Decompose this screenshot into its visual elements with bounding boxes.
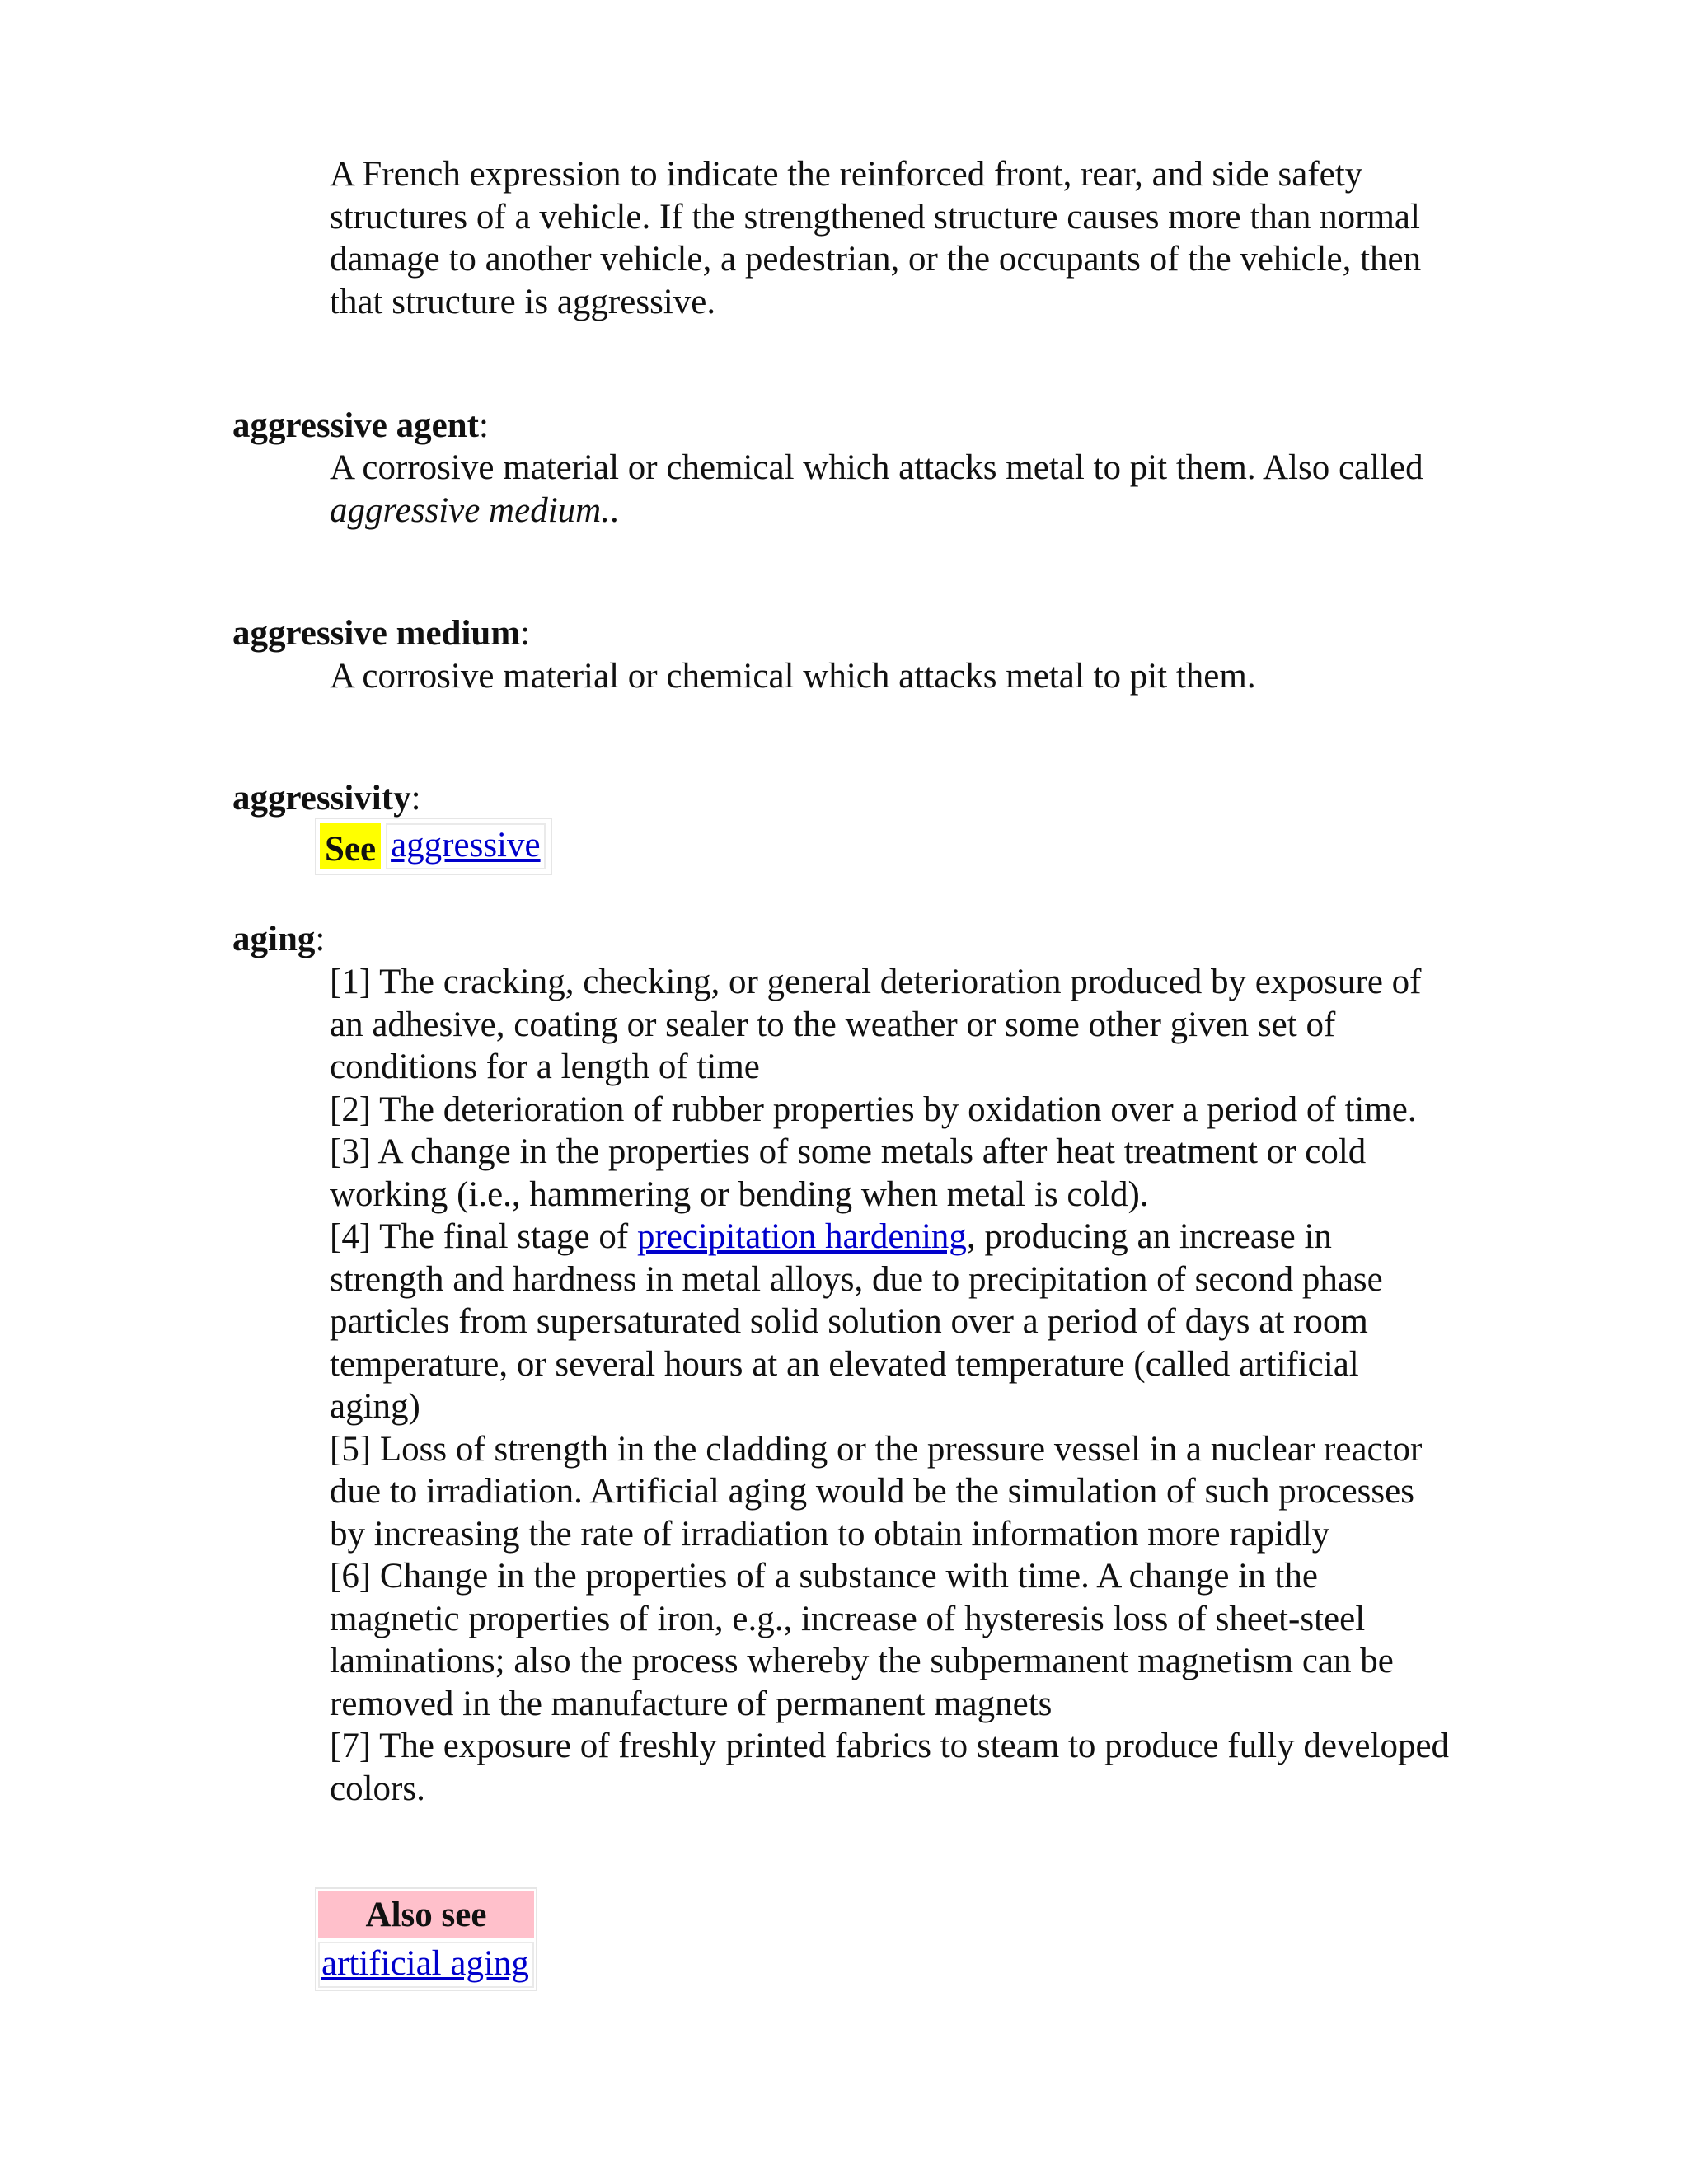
definition-aggressive-continued [330, 153, 1451, 323]
definition-text: A French expression to indicate the reinforced front, rear, and side safety structures of a vehicle. If the strengthened structure causes more than normal damage to another vehicle, a pedestrian, or the occupants of the vehicle, then that structure is aggressive. [330, 155, 1422, 321]
term-label: aggressivity [232, 779, 411, 818]
see-link-cell [386, 823, 546, 869]
definition-item-7: [7] The exposure of freshly printed fabrics to steam to produce fully developed colors. [330, 1727, 1450, 1808]
term-aggressive-agent [232, 405, 489, 448]
term-colon: : [410, 779, 421, 818]
definition-aging [330, 961, 1451, 1810]
see-label: See [320, 823, 381, 869]
term-colon: : [478, 406, 489, 445]
definition-item-2: [2] The deterioration of rubber properties by oxidation over a period of time. [330, 1090, 1417, 1129]
definition-aggressive-medium [330, 655, 1451, 698]
link-aggressive[interactable]: aggressive [391, 826, 541, 865]
definition-item-4 [330, 1216, 1451, 1428]
definition-text: A corrosive material or chemical which attacks metal to pit them. Also called [330, 448, 1423, 487]
also-see-box [315, 1887, 537, 1991]
term-label: aging [232, 920, 316, 958]
term-label: aggressive agent [232, 406, 479, 445]
term-colon: : [315, 920, 326, 958]
term-aggressive-medium [232, 612, 530, 655]
also-see-cell [318, 1942, 534, 1988]
term-colon: : [520, 614, 531, 653]
term-label: aggressive medium [232, 614, 521, 653]
link-artificial-aging[interactable]: artificial aging [321, 1944, 529, 1983]
definition-aggressive-agent [330, 447, 1451, 532]
definition-item-3: [3] A change in the properties of some metals after heat treatment or cold working (i.e., hammering or bending when metal is cold). [330, 1132, 1367, 1214]
link-precipitation-hardening[interactable]: precipitation hardening [636, 1217, 967, 1256]
definition-punctuation: . [609, 490, 619, 530]
also-see-header: Also see [318, 1891, 534, 1938]
definition-text: A corrosive material or chemical which attacks metal to pit them. [330, 657, 1256, 696]
see-reference-box [315, 818, 552, 875]
definition-text: , producing an increase in strength and hardness in metal alloys, due to precipitation of second phase particles from supersaturated solid solution over a period of days at room temperature, or several hours at an elevated temperature (called artificial aging) [330, 1217, 1383, 1426]
definition-text: [4] The final stage of [330, 1217, 637, 1256]
definition-italic-term: aggressive medium. [330, 490, 610, 530]
term-aggressivity [232, 777, 421, 820]
term-aging [232, 918, 325, 961]
definition-item-1: [1] The cracking, checking, or general deterioration produced by exposure of an adhesive, coating or sealer to the weather or some other given set of conditions for a length of time [330, 963, 1422, 1086]
definition-item-6: [6] Change in the properties of a substance with time. A change in the magnetic properties of iron, e.g., increase of hysteresis loss of sheet-steel laminations; also the process whereby the subpermanent magnetism can be removed in the manufacture of permanent magnets [330, 1557, 1394, 1723]
definition-item-5: [5] Loss of strength in the cladding or the pressure vessel in a nuclear reactor due to irradiation. Artificial aging would be the simulation of such processes by increasing the rate of irradiation to obtain information more rapidly [330, 1429, 1423, 1554]
